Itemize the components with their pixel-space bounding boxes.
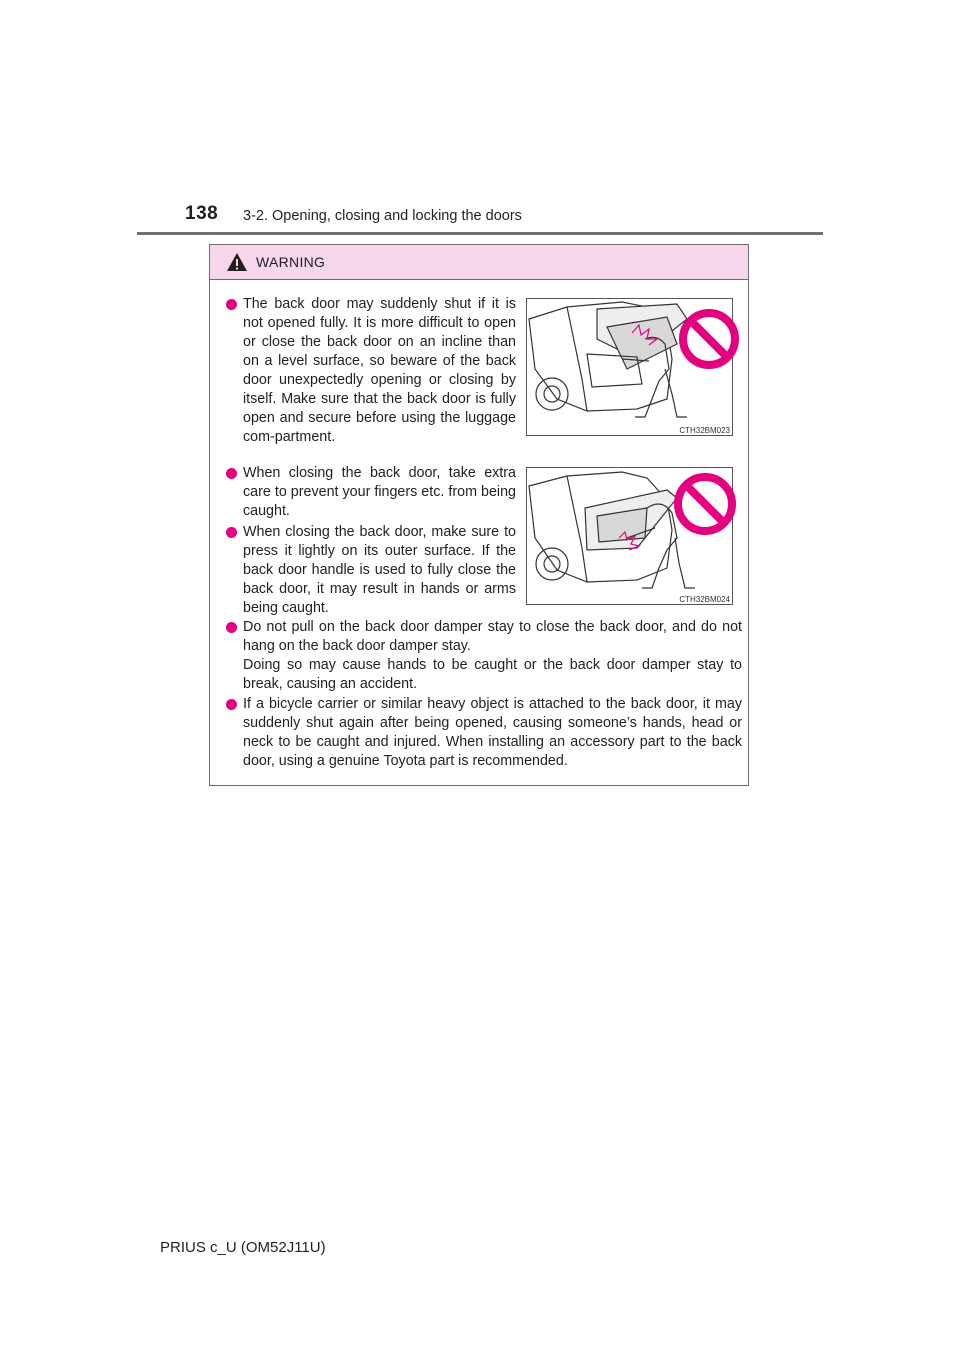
bullet-dot-icon <box>226 527 237 538</box>
header-rule <box>137 232 823 235</box>
bullet-dot-icon <box>226 699 237 710</box>
page-number: 138 <box>185 203 219 224</box>
bullet-text-group <box>243 618 742 694</box>
warning-bullet <box>226 523 516 618</box>
bullet-text: If a bicycle carrier or similar heavy object is attached to the back door, it may suddenly shut again after being opened, causing someone’s hands, head or neck to be caught and injured. When installing an accessory part to the back door, using a genuine Toyota part is recommended. <box>243 696 742 769</box>
warning-bullet <box>226 295 516 447</box>
bullet-text: The back door may suddenly shut if it is not opened fully. It is more difficult to open or close the back door on an incline than on a level surface, so beware of the back door unexpectedly opening or closing by itself. Make sure that the back door is fully open and secure before using the luggage com-partment. <box>243 296 516 445</box>
bullet-text: When closing the back door, make sure to press it lightly on its outer surface. If the back door handle is used to fully close the back door, it may result in hands or arms being caught. <box>243 524 516 616</box>
warning-bullet <box>226 618 742 694</box>
bullet-text: When closing the back door, take extra care to prevent your fingers etc. from being caught. <box>243 465 516 519</box>
section-title: 3-2. Opening, closing and locking the doors <box>243 208 522 224</box>
prohibition-icon <box>677 307 741 371</box>
warning-label: WARNING <box>256 254 326 270</box>
bullet-dot-icon <box>226 622 237 633</box>
warning-box <box>209 244 749 786</box>
illustration-code: CTH32BM023 <box>679 426 730 435</box>
warning-triangle-icon <box>226 252 248 272</box>
bullet-dot-icon <box>226 299 237 310</box>
bullet-text-continuation: Doing so may cause hands to be caught or the back door damper stay to break, causing an accident. <box>243 657 742 692</box>
illustration-code: CTH32BM024 <box>679 595 730 604</box>
bullet-text: Do not pull on the back door damper stay to close the back door, and do not hang on the back door damper stay. <box>243 619 742 654</box>
warning-bullet <box>226 464 516 521</box>
prohibition-icon <box>672 471 738 537</box>
bullet-dot-icon <box>226 468 237 479</box>
warning-header <box>210 245 748 280</box>
warning-bullet <box>226 695 742 771</box>
footer-model: PRIUS c_U (OM52J11U) <box>160 1239 326 1256</box>
